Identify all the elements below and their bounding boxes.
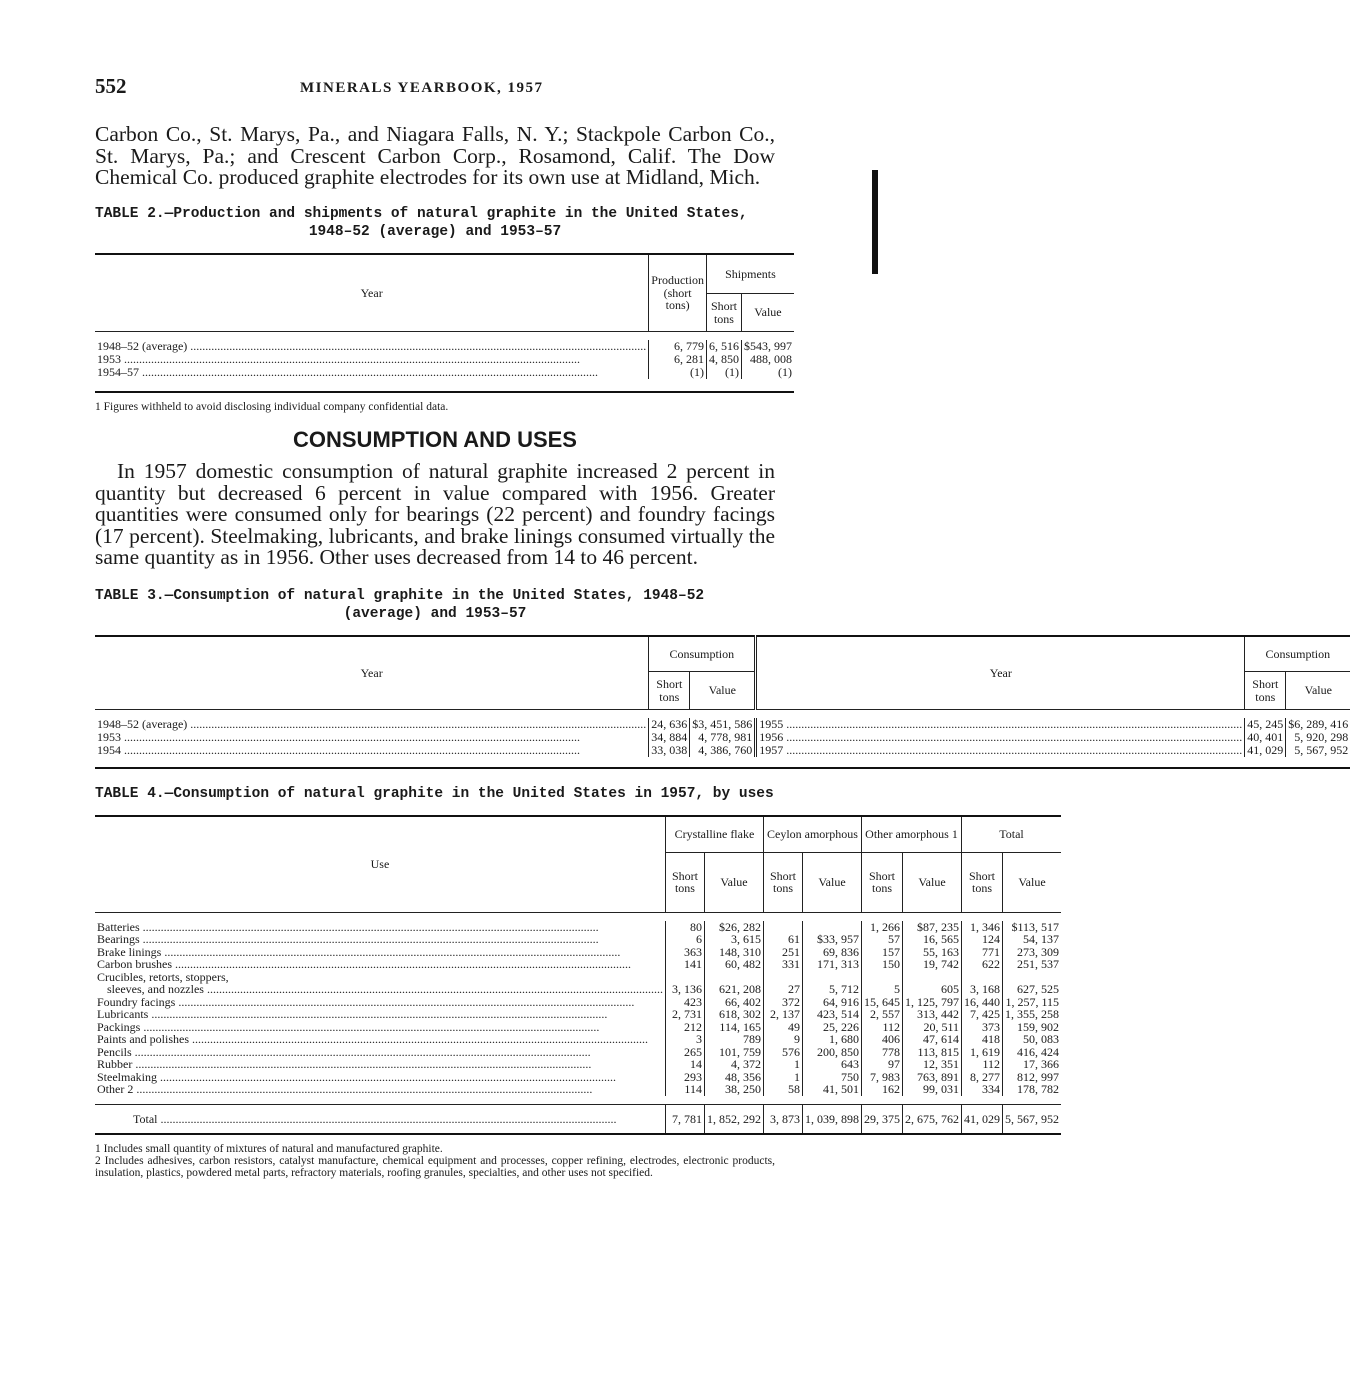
row-cell: 789 bbox=[704, 1033, 763, 1046]
row-cell: 2, 731 bbox=[665, 1008, 704, 1021]
table4-col-short-tons: Short tons bbox=[665, 852, 704, 912]
row-cell: 7, 425 bbox=[962, 1008, 1003, 1021]
row-production: 6, 281 bbox=[649, 353, 707, 366]
row-cell: $87, 235 bbox=[903, 921, 962, 934]
row-cell: 265 bbox=[665, 1046, 704, 1059]
row-cell: 150 bbox=[862, 958, 903, 971]
row-cell: 112 bbox=[962, 1058, 1003, 1071]
table3-col-value-right: Value bbox=[1304, 683, 1332, 698]
row-production: 6, 779 bbox=[649, 340, 707, 353]
row-cell: 112 bbox=[862, 1021, 903, 1034]
row-short-tons-right: 45, 245 bbox=[1245, 718, 1286, 731]
year-leader: 1953 ..... bbox=[97, 731, 646, 744]
row-cell: 47, 614 bbox=[903, 1033, 962, 1046]
table4-col-value: Value bbox=[704, 852, 763, 912]
table-row bbox=[95, 958, 1061, 971]
row-value-right: 5, 920, 298 bbox=[1294, 730, 1349, 745]
page-header bbox=[95, 70, 775, 106]
row-cell: 4, 372 bbox=[704, 1058, 763, 1071]
row-cell: 1, 257, 115 bbox=[1005, 994, 1059, 1009]
row-cell: 372 bbox=[763, 996, 802, 1009]
table3-caption-line2: (average) and 1953–57 bbox=[343, 605, 527, 622]
consumption-paragraph: In 1957 domestic consumption of natural graphite increased 2 percent in quantity but decreased 6 percent in value compared with 1956. Greater quantities were consumed only for bearings (22 percent) and foundry facings (17 percent). Steelmaking, lubricants, and brake linings consumed virtually the same quantity as in 1956. Other uses decreased from 14 to 46 percent. bbox=[95, 459, 775, 569]
total-leader: Total ..... bbox=[133, 1113, 663, 1126]
table-row bbox=[95, 933, 1061, 946]
row-cell: 124 bbox=[962, 933, 1003, 946]
row-cell: 159, 902 bbox=[1017, 1019, 1059, 1034]
row-cell: 3, 168 bbox=[962, 983, 1003, 996]
use-leader: Paints and polishes ..... bbox=[97, 1033, 663, 1046]
row-short-tons: 6, 516 bbox=[706, 340, 741, 353]
section-title: CONSUMPTION AND USES bbox=[293, 427, 577, 452]
use-leader: sleeves, and nozzles ..... bbox=[107, 983, 663, 996]
row-cell: 750 bbox=[803, 1071, 862, 1084]
year-leader: 1956 ..... bbox=[759, 731, 1242, 744]
year-leader: 1948–52 (average) ..... bbox=[97, 718, 646, 731]
row-year bbox=[95, 340, 649, 353]
row-cell: 251, 537 bbox=[1017, 957, 1059, 971]
table3-col-short-tons-right: Short tons bbox=[1245, 672, 1286, 710]
row-cell: 162 bbox=[862, 1083, 903, 1096]
row-cell: 576 bbox=[763, 1046, 802, 1059]
row-cell: 48, 356 bbox=[704, 1071, 763, 1084]
table2-footnote: 1 Figures withheld to avoid disclosing individual company confidential data. bbox=[95, 401, 449, 413]
row-year-right bbox=[756, 718, 1245, 731]
row-year bbox=[95, 366, 649, 379]
row-cell: 331 bbox=[763, 958, 802, 971]
row-cell: 49 bbox=[763, 1021, 802, 1034]
row-cell: 14 bbox=[665, 1058, 704, 1071]
table-row bbox=[95, 1058, 1061, 1071]
row-short-tons: (1) bbox=[706, 366, 741, 379]
row-cell: 200, 850 bbox=[803, 1046, 862, 1059]
table3-col-year-left: Year bbox=[95, 636, 649, 710]
table4-group-crystalline: Crystalline flake bbox=[665, 816, 763, 852]
running-title: MINERALS YEARBOOK, 1957 bbox=[300, 80, 544, 96]
table-row bbox=[95, 983, 1061, 996]
row-cell: 66, 402 bbox=[704, 996, 763, 1009]
row-cell: 58 bbox=[763, 1083, 802, 1096]
use-leader: Foundry facings ..... bbox=[97, 996, 663, 1009]
row-short-tons: 4, 850 bbox=[706, 353, 741, 366]
row-value: $543, 997 bbox=[743, 339, 792, 354]
table4-footnote-1: 1 Includes small quantity of mixtures of natural and manufactured graphite. bbox=[95, 1143, 443, 1155]
intro-paragraph: Carbon Co., St. Marys, Pa., and Niagara Falls, N. Y.; Stackpole Carbon Co., St. Marys, Pa.; and Crescent Carbon Corp., Rosamond, Calif. The Dow Chemical Co. produced graphite electrodes for its own use at Midland, Mich. bbox=[95, 122, 775, 189]
row-cell: $33, 957 bbox=[803, 933, 862, 946]
row-cell: 38, 250 bbox=[704, 1083, 763, 1096]
row-cell: 54, 137 bbox=[1023, 932, 1059, 946]
row-value-left: 4, 778, 981 bbox=[690, 731, 756, 744]
row-cell: 293 bbox=[665, 1071, 704, 1084]
row-cell: 41, 501 bbox=[803, 1083, 862, 1096]
row-use bbox=[95, 1058, 665, 1071]
table4-col-short-tons: Short tons bbox=[763, 852, 802, 912]
row-use bbox=[95, 1008, 665, 1021]
row-use bbox=[95, 1033, 665, 1046]
row-cell: 16, 440 bbox=[962, 996, 1003, 1009]
row-cell: 69, 836 bbox=[803, 946, 862, 959]
table4-col-use: Use bbox=[95, 816, 665, 912]
row-cell: 1, 355, 258 bbox=[1005, 1007, 1059, 1021]
use-leader: Pencils ..... bbox=[97, 1046, 663, 1059]
row-cell: 6 bbox=[665, 933, 704, 946]
row-cell: 1 bbox=[763, 1071, 802, 1084]
row-value: 488, 008 bbox=[749, 352, 792, 367]
row-cell: 17, 366 bbox=[1023, 1057, 1059, 1071]
total-cell: 1, 039, 898 bbox=[803, 1104, 862, 1134]
table2-col-production: Production (short tons) bbox=[649, 254, 707, 332]
row-cell: 55, 163 bbox=[903, 946, 962, 959]
row-cell: 5, 712 bbox=[803, 983, 862, 996]
table4-col-short-tons: Short tons bbox=[962, 852, 1003, 912]
row-cell: 20, 511 bbox=[903, 1021, 962, 1034]
use-leader: Batteries ..... bbox=[97, 921, 663, 934]
row-production: (1) bbox=[649, 366, 707, 379]
row-cell: 113, 815 bbox=[903, 1046, 962, 1059]
row-cell: 114, 165 bbox=[704, 1021, 763, 1034]
table4-col-value: Value bbox=[803, 852, 862, 912]
page-number: 552 bbox=[95, 74, 127, 98]
table4-footnote-2: 2 Includes adhesives, carbon resistors, catalyst manufacture, chemical equipment and processes, copper refining, electrodes, electronic products, insulation, plastics, powdered metal parts, refractory materials, roofing granules, specialties, and other uses not specified. bbox=[95, 1155, 775, 1179]
year-leader: 1953 ..... bbox=[97, 353, 646, 366]
table4-col-value: Value bbox=[903, 852, 962, 912]
table-row bbox=[95, 744, 1350, 757]
row-year bbox=[95, 353, 649, 366]
total-cell: 3, 873 bbox=[763, 1104, 802, 1134]
row-cell: 1, 346 bbox=[962, 921, 1003, 934]
table3 bbox=[95, 635, 1350, 770]
row-cell: 57 bbox=[862, 933, 903, 946]
row-cell: 114 bbox=[665, 1083, 704, 1096]
row-cell: 273, 309 bbox=[1017, 944, 1059, 959]
table4-group-total: Total bbox=[962, 816, 1062, 852]
table3-col-consumption-left: Consumption bbox=[649, 636, 756, 672]
use-leader: Lubricants ..... bbox=[97, 1008, 663, 1021]
table3-caption-line1: TABLE 3.—Consumption of natural graphite in the United States, 1948–52 bbox=[95, 587, 705, 604]
row-cell: 15, 645 bbox=[862, 996, 903, 1009]
table3-col-value-left: Value bbox=[690, 672, 756, 710]
year-leader: 1955 ..... bbox=[759, 718, 1242, 731]
row-cell: 60, 482 bbox=[704, 958, 763, 971]
row-cell: 5 bbox=[862, 983, 903, 996]
table-row bbox=[95, 366, 794, 379]
table-row bbox=[95, 353, 794, 366]
table2-col-year: Year bbox=[95, 254, 649, 332]
table4-col-value: Value bbox=[1018, 874, 1046, 889]
row-year-left bbox=[95, 718, 649, 731]
row-cell: 64, 916 bbox=[803, 996, 862, 1009]
table2-caption-line1: TABLE 2.—Production and shipments of natural graphite in the United States, bbox=[95, 205, 748, 222]
total-cell: 41, 029 bbox=[962, 1104, 1003, 1134]
row-cell: 99, 031 bbox=[903, 1083, 962, 1096]
total-cell: 2, 675, 762 bbox=[903, 1104, 962, 1134]
table2 bbox=[95, 253, 794, 394]
table-row bbox=[95, 718, 1350, 731]
row-cell: 373 bbox=[962, 1021, 1003, 1034]
use-leader: Packings ..... bbox=[97, 1021, 663, 1034]
row-cell: 418 bbox=[962, 1033, 1003, 1046]
year-leader: 1954–57 ..... bbox=[97, 366, 646, 379]
row-use bbox=[95, 983, 665, 996]
year-leader: 1948–52 (average) ..... bbox=[97, 340, 646, 353]
row-cell: 171, 313 bbox=[803, 958, 862, 971]
row-cell: 7, 983 bbox=[862, 1071, 903, 1084]
row-cell: 212 bbox=[665, 1021, 704, 1034]
row-use bbox=[95, 958, 665, 971]
table2-col-shipments: Shipments bbox=[706, 254, 794, 294]
row-cell: 812, 997 bbox=[1017, 1069, 1059, 1084]
row-cell: 3, 136 bbox=[665, 983, 704, 996]
row-cell: 141 bbox=[665, 958, 704, 971]
row-cell: 1, 619 bbox=[962, 1046, 1003, 1059]
total-cell: 5, 567, 952 bbox=[1005, 1111, 1059, 1126]
row-cell: 148, 310 bbox=[704, 946, 763, 959]
table2-col-value: Value bbox=[754, 305, 782, 320]
row-cell: $113, 517 bbox=[1011, 919, 1059, 934]
row-use bbox=[95, 933, 665, 946]
table3-col-year-right: Year bbox=[756, 636, 1245, 710]
table4-group-ceylon: Ceylon amorphous bbox=[763, 816, 861, 852]
year-leader: 1957 ..... bbox=[759, 744, 1242, 757]
table2-caption-line2: 1948–52 (average) and 1953–57 bbox=[308, 223, 562, 240]
use-leader: Rubber ..... bbox=[97, 1058, 663, 1071]
row-cell: 621, 208 bbox=[704, 983, 763, 996]
table-row bbox=[95, 1008, 1061, 1021]
total-label bbox=[95, 1104, 665, 1134]
row-cell: 19, 742 bbox=[903, 958, 962, 971]
row-cell: 627, 525 bbox=[1017, 982, 1059, 996]
row-cell: 25, 226 bbox=[803, 1021, 862, 1034]
margin-change-bar bbox=[872, 170, 878, 274]
use-leader: Steelmaking ..... bbox=[97, 1071, 663, 1084]
row-value-right: 5, 567, 952 bbox=[1294, 743, 1349, 758]
row-year-right bbox=[756, 731, 1245, 744]
total-cell: 1, 852, 292 bbox=[704, 1104, 763, 1134]
table4 bbox=[95, 815, 1061, 1135]
row-cell: $26, 282 bbox=[704, 921, 763, 934]
row-cell: 8, 277 bbox=[962, 1071, 1003, 1084]
row-value: (1) bbox=[777, 365, 792, 380]
row-cell: 178, 782 bbox=[1017, 1082, 1059, 1096]
row-cell: 763, 891 bbox=[903, 1071, 962, 1084]
row-cell: 3 bbox=[665, 1033, 704, 1046]
row-value-left: $3, 451, 586 bbox=[690, 718, 756, 731]
row-cell: 334 bbox=[962, 1083, 1003, 1096]
use-leader: Other 2 ..... bbox=[97, 1083, 663, 1096]
row-cell: 157 bbox=[862, 946, 903, 959]
table-row bbox=[95, 340, 794, 353]
row-cell: 423 bbox=[665, 996, 704, 1009]
table-row bbox=[95, 1033, 1061, 1046]
year-leader: 1954 ..... bbox=[97, 744, 646, 757]
row-cell: 12, 351 bbox=[903, 1058, 962, 1071]
row-cell: 1 bbox=[763, 1058, 802, 1071]
table3-col-consumption-right: Consumption bbox=[1245, 636, 1350, 672]
row-cell: 771 bbox=[962, 946, 1003, 959]
table3-col-short-tons-left: Short tons bbox=[649, 672, 690, 710]
total-cell: 7, 781 bbox=[665, 1104, 704, 1134]
row-cell: 1, 266 bbox=[862, 921, 903, 934]
row-year-left bbox=[95, 744, 649, 757]
row-use: Crucibles, retorts, stoppers, bbox=[95, 971, 665, 984]
document-page bbox=[95, 70, 1349, 1179]
row-short-tons-right: 40, 401 bbox=[1245, 731, 1286, 744]
row-cell: 61 bbox=[763, 933, 802, 946]
use-leader: Brake linings ..... bbox=[97, 946, 663, 959]
row-short-tons-right: 41, 029 bbox=[1245, 744, 1286, 757]
row-cell: 416, 424 bbox=[1017, 1044, 1059, 1059]
use-leader: Carbon brushes ..... bbox=[97, 958, 663, 971]
row-value-left: 4, 386, 760 bbox=[690, 744, 756, 757]
row-cell: 618, 302 bbox=[704, 1008, 763, 1021]
row-cell: 1, 125, 797 bbox=[903, 996, 962, 1009]
table3-caption bbox=[95, 587, 775, 623]
row-cell: 778 bbox=[862, 1046, 903, 1059]
use-leader: Bearings ..... bbox=[97, 933, 663, 946]
row-cell: 251 bbox=[763, 946, 802, 959]
row-value-right: $6, 289, 416 bbox=[1288, 717, 1349, 732]
row-short-tons-left: 24, 636 bbox=[649, 718, 690, 731]
table-row bbox=[95, 1083, 1061, 1096]
row-cell: 622 bbox=[962, 958, 1003, 971]
row-cell: 2, 557 bbox=[862, 1008, 903, 1021]
row-cell: 101, 759 bbox=[704, 1046, 763, 1059]
row-use bbox=[95, 1083, 665, 1096]
row-cell: 423, 514 bbox=[803, 1008, 862, 1021]
row-cell: 2, 137 bbox=[763, 1008, 802, 1021]
table4-caption: TABLE 4.—Consumption of natural graphite in the United States in 1957, by uses bbox=[95, 786, 774, 802]
table2-caption bbox=[95, 205, 775, 241]
total-cell: 29, 375 bbox=[862, 1104, 903, 1134]
row-cell: 97 bbox=[862, 1058, 903, 1071]
row-year-left bbox=[95, 731, 649, 744]
row-cell: 9 bbox=[763, 1033, 802, 1046]
row-year-right bbox=[756, 744, 1245, 757]
table4-col-short-tons: Short tons bbox=[862, 852, 903, 912]
row-short-tons-left: 33, 038 bbox=[649, 744, 690, 757]
row-cell: 605 bbox=[903, 983, 962, 996]
table4-group-other: Other amorphous 1 bbox=[862, 816, 962, 852]
row-cell: 363 bbox=[665, 946, 704, 959]
row-cell: 406 bbox=[862, 1033, 903, 1046]
table2-col-short-tons: Short tons bbox=[706, 294, 741, 332]
row-cell: 1, 680 bbox=[803, 1033, 862, 1046]
row-cell: 50, 083 bbox=[1023, 1032, 1059, 1046]
row-cell: 80 bbox=[665, 921, 704, 934]
row-short-tons-left: 34, 884 bbox=[649, 731, 690, 744]
table-row bbox=[95, 731, 1350, 744]
row-cell: 3, 615 bbox=[704, 933, 763, 946]
row-cell: 27 bbox=[763, 983, 802, 996]
row-cell: 643 bbox=[803, 1058, 862, 1071]
row-cell: 313, 442 bbox=[903, 1008, 962, 1021]
row-cell: 16, 565 bbox=[903, 933, 962, 946]
